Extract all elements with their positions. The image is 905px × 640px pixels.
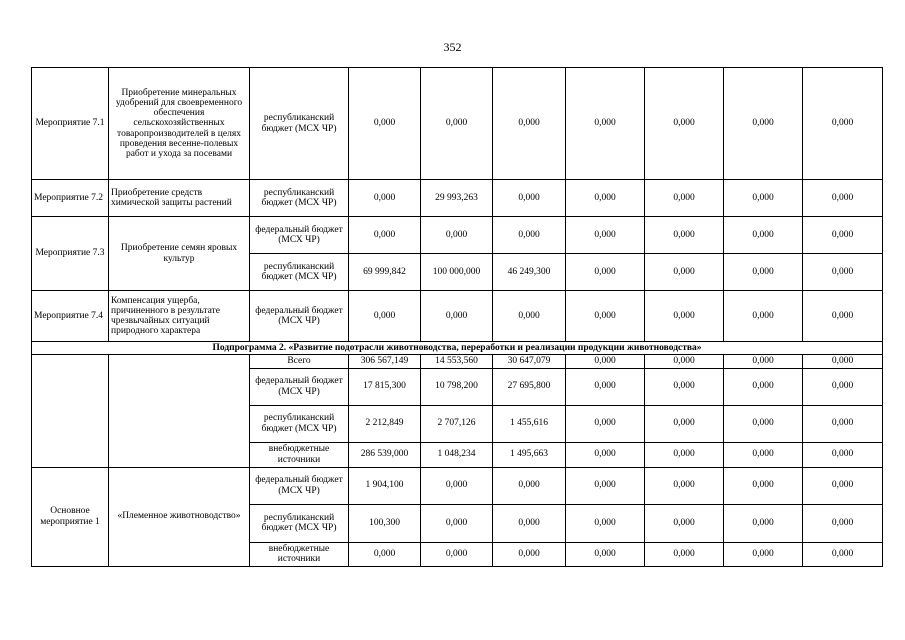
value-cell: 0,000 bbox=[803, 254, 883, 291]
value-cell: 0,000 bbox=[566, 442, 645, 467]
value-cell: 0,000 bbox=[645, 542, 724, 566]
value-cell: 0,000 bbox=[724, 355, 803, 368]
value-cell: 0,000 bbox=[493, 504, 566, 542]
value-cell: 0,000 bbox=[724, 405, 803, 442]
value-cell: 17 815,300 bbox=[349, 368, 421, 405]
activity-description: Приобретение средств химической защиты растений bbox=[109, 180, 250, 217]
value-cell: 0,000 bbox=[493, 180, 566, 217]
value-cell: 0,000 bbox=[803, 355, 883, 368]
section-row bbox=[32, 342, 883, 355]
table-row bbox=[32, 180, 883, 217]
value-cell: 0,000 bbox=[803, 504, 883, 542]
value-cell: 0,000 bbox=[421, 68, 493, 180]
value-cell: 0,000 bbox=[493, 291, 566, 342]
funding-source: республиканский бюджет (МСХ ЧР) bbox=[250, 254, 349, 291]
value-cell: 0,000 bbox=[566, 291, 645, 342]
value-cell: 0,000 bbox=[645, 217, 724, 254]
value-cell: 0,000 bbox=[645, 368, 724, 405]
value-cell: 0,000 bbox=[803, 291, 883, 342]
subprogram-title: Подпрограмма 2. «Развитие подотрасли животноводства, переработки и реализации продукции животноводства» bbox=[32, 342, 883, 355]
table-row bbox=[32, 467, 883, 504]
value-cell: 306 567,149 bbox=[349, 355, 421, 368]
funding-source: внебюджетные источники bbox=[250, 442, 349, 467]
value-cell: 0,000 bbox=[421, 467, 493, 504]
value-cell: 0,000 bbox=[803, 442, 883, 467]
value-cell: 0,000 bbox=[566, 180, 645, 217]
value-cell: 0,000 bbox=[566, 368, 645, 405]
value-cell: 0,000 bbox=[724, 68, 803, 180]
value-cell: 100 000,000 bbox=[421, 254, 493, 291]
value-cell: 0,000 bbox=[566, 542, 645, 566]
value-cell: 100,300 bbox=[349, 504, 421, 542]
value-cell: 14 553,560 bbox=[421, 355, 493, 368]
value-cell: 1 048,234 bbox=[421, 442, 493, 467]
activity-label: Основное мероприятие 1 bbox=[32, 467, 109, 566]
value-cell: 27 695,800 bbox=[493, 368, 566, 405]
table-row bbox=[32, 355, 883, 368]
value-cell: 0,000 bbox=[645, 68, 724, 180]
value-cell: 286 539,000 bbox=[349, 442, 421, 467]
funding-source: федеральный бюджет (МСХ ЧР) bbox=[250, 217, 349, 254]
value-cell: 2 707,126 bbox=[421, 405, 493, 442]
value-cell: 0,000 bbox=[493, 542, 566, 566]
value-cell: 0,000 bbox=[724, 291, 803, 342]
value-cell: 0,000 bbox=[349, 217, 421, 254]
value-cell: 0,000 bbox=[493, 467, 566, 504]
value-cell: 0,000 bbox=[724, 504, 803, 542]
value-cell: 1 904,100 bbox=[349, 467, 421, 504]
value-cell: 0,000 bbox=[645, 467, 724, 504]
value-cell: 0,000 bbox=[724, 442, 803, 467]
value-cell: 0,000 bbox=[566, 68, 645, 180]
activity-label: Мероприятие 7.4 bbox=[32, 291, 109, 342]
activity-label: Мероприятие 7.1 bbox=[32, 68, 109, 180]
value-cell: 0,000 bbox=[566, 504, 645, 542]
value-cell: 0,000 bbox=[803, 180, 883, 217]
value-cell: 29 993,263 bbox=[421, 180, 493, 217]
funding-source: Всего bbox=[250, 355, 349, 368]
funding-source: федеральный бюджет (МСХ ЧР) bbox=[250, 368, 349, 405]
value-cell: 0,000 bbox=[349, 542, 421, 566]
value-cell: 1 495,663 bbox=[493, 442, 566, 467]
value-cell: 0,000 bbox=[645, 254, 724, 291]
empty-cell bbox=[109, 355, 250, 467]
value-cell: 1 455,616 bbox=[493, 405, 566, 442]
value-cell: 2 212,849 bbox=[349, 405, 421, 442]
value-cell: 0,000 bbox=[493, 217, 566, 254]
value-cell: 0,000 bbox=[724, 542, 803, 566]
activity-description: Приобретение минеральных удобрений для своевременного обеспечения сельскохозяйственных товаропроизводителей в целях проведения весенне-полевых работ и ухода за посевами bbox=[109, 68, 250, 180]
value-cell: 0,000 bbox=[566, 254, 645, 291]
value-cell: 0,000 bbox=[724, 217, 803, 254]
value-cell: 0,000 bbox=[421, 291, 493, 342]
value-cell: 0,000 bbox=[645, 291, 724, 342]
value-cell: 0,000 bbox=[566, 355, 645, 368]
value-cell: 0,000 bbox=[645, 442, 724, 467]
funding-source: федеральный бюджет (МСХ ЧР) bbox=[250, 467, 349, 504]
budget-table bbox=[31, 67, 883, 567]
value-cell: 0,000 bbox=[724, 467, 803, 504]
funding-source: республиканский бюджет (МСХ ЧР) bbox=[250, 68, 349, 180]
value-cell: 0,000 bbox=[724, 254, 803, 291]
funding-source: республиканский бюджет (МСХ ЧР) bbox=[250, 504, 349, 542]
value-cell: 0,000 bbox=[724, 368, 803, 405]
value-cell: 0,000 bbox=[724, 180, 803, 217]
value-cell: 30 647,079 bbox=[493, 355, 566, 368]
empty-cell bbox=[32, 355, 109, 467]
value-cell: 0,000 bbox=[349, 291, 421, 342]
page-number: 352 bbox=[443, 40, 462, 54]
funding-source: внебюджетные источники bbox=[250, 542, 349, 566]
value-cell: 0,000 bbox=[566, 467, 645, 504]
value-cell: 0,000 bbox=[645, 180, 724, 217]
table-row bbox=[32, 68, 883, 180]
value-cell: 0,000 bbox=[645, 504, 724, 542]
value-cell: 0,000 bbox=[566, 405, 645, 442]
value-cell: 46 249,300 bbox=[493, 254, 566, 291]
value-cell: 0,000 bbox=[645, 405, 724, 442]
value-cell: 0,000 bbox=[803, 405, 883, 442]
table-row bbox=[32, 291, 883, 342]
activity-label: Мероприятие 7.3 bbox=[32, 217, 109, 291]
budget-table-body bbox=[32, 68, 883, 567]
value-cell: 0,000 bbox=[349, 180, 421, 217]
value-cell: 69 999,842 bbox=[349, 254, 421, 291]
value-cell: 0,000 bbox=[421, 504, 493, 542]
value-cell: 0,000 bbox=[803, 368, 883, 405]
activity-label: Мероприятие 7.2 bbox=[32, 180, 109, 217]
value-cell: 0,000 bbox=[645, 355, 724, 368]
funding-source: республиканский бюджет (МСХ ЧР) bbox=[250, 405, 349, 442]
value-cell: 0,000 bbox=[803, 217, 883, 254]
value-cell: 0,000 bbox=[803, 467, 883, 504]
value-cell: 0,000 bbox=[493, 68, 566, 180]
value-cell: 0,000 bbox=[566, 217, 645, 254]
table-row bbox=[32, 217, 883, 254]
value-cell: 0,000 bbox=[803, 542, 883, 566]
value-cell: 10 798,200 bbox=[421, 368, 493, 405]
activity-description: Приобретение семян яровых культур bbox=[109, 217, 250, 291]
activity-description: Компенсация ущерба, причиненного в результате чрезвычайных ситуаций природного характера bbox=[109, 291, 250, 342]
value-cell: 0,000 bbox=[349, 68, 421, 180]
funding-source: федеральный бюджет (МСХ ЧР) bbox=[250, 291, 349, 342]
value-cell: 0,000 bbox=[803, 68, 883, 180]
funding-source: республиканский бюджет (МСХ ЧР) bbox=[250, 180, 349, 217]
value-cell: 0,000 bbox=[421, 217, 493, 254]
value-cell: 0,000 bbox=[421, 542, 493, 566]
activity-description: «Племенное животноводство» bbox=[109, 467, 250, 566]
